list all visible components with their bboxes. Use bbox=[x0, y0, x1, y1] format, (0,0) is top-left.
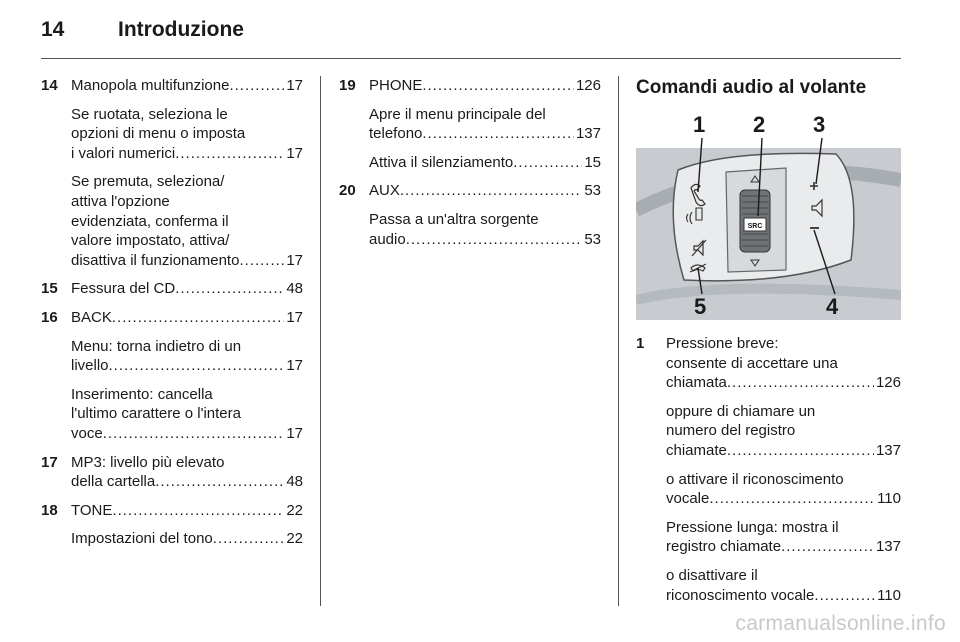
leader-text: AUX bbox=[369, 182, 400, 200]
entry-paragraph bbox=[71, 529, 303, 549]
section-title: Comandi audio al volante bbox=[636, 77, 867, 98]
leader-line bbox=[369, 153, 601, 173]
dot-leader bbox=[709, 489, 875, 509]
leader-line bbox=[71, 424, 303, 444]
leader-line bbox=[666, 489, 901, 509]
callout-label-3: 3 bbox=[813, 112, 826, 137]
page-reference[interactable]: 53 bbox=[584, 230, 601, 248]
entry-paragraph bbox=[71, 172, 303, 270]
dot-leader bbox=[229, 76, 284, 96]
text-line: valore impostato, attiva/ bbox=[71, 232, 230, 250]
entry-number: 17 bbox=[41, 453, 58, 471]
index-entry bbox=[41, 279, 303, 299]
callout-label-4: 4 bbox=[826, 294, 839, 319]
leader-line bbox=[71, 308, 303, 328]
entry-paragraph bbox=[369, 153, 601, 173]
callout-label-1: 1 bbox=[693, 112, 706, 137]
leader-text: della cartella bbox=[71, 473, 156, 491]
leader-line bbox=[369, 124, 601, 144]
leader-line bbox=[71, 501, 303, 521]
leader-text: i valori numerici bbox=[71, 144, 176, 162]
index-entry bbox=[41, 501, 303, 549]
entry-number: 16 bbox=[41, 308, 58, 326]
text-line: Se ruotata, seleziona le bbox=[71, 105, 228, 123]
text-line: o disattivare il bbox=[666, 566, 758, 584]
entry-paragraph bbox=[71, 279, 303, 299]
entry-number: 14 bbox=[41, 77, 58, 94]
dot-leader bbox=[727, 373, 874, 393]
page-reference[interactable]: 137 bbox=[575, 125, 601, 143]
entry-paragraph bbox=[369, 210, 601, 249]
entry-body bbox=[71, 501, 303, 549]
leader-text: chiamata bbox=[666, 374, 727, 392]
index-entry bbox=[636, 334, 901, 605]
leader-text: voce bbox=[71, 424, 103, 442]
leader-line bbox=[666, 373, 901, 393]
dot-leader bbox=[422, 124, 574, 144]
column-divider-1 bbox=[320, 76, 321, 606]
text-line: Pressione lunga: mostra il bbox=[666, 518, 839, 536]
entry-body bbox=[71, 308, 303, 444]
text-line: l'ultimo carattere o l'intera bbox=[71, 405, 241, 423]
callout-label-2: 2 bbox=[753, 112, 766, 137]
leader-text: TONE bbox=[71, 501, 113, 519]
dot-leader bbox=[400, 181, 582, 201]
dot-leader bbox=[213, 529, 285, 549]
entry-body bbox=[369, 76, 601, 172]
steering-wheel-illustration bbox=[636, 110, 901, 320]
column-right bbox=[636, 76, 901, 614]
text-line: Passa a un'altra sorgente bbox=[369, 210, 539, 228]
leader-text: PHONE bbox=[369, 77, 423, 94]
leader-text: registro chiamate bbox=[666, 538, 782, 556]
leader-line bbox=[369, 230, 601, 250]
column-left bbox=[41, 76, 303, 558]
page-reference[interactable]: 17 bbox=[286, 77, 303, 94]
leader-text: BACK bbox=[71, 308, 112, 326]
text-line: Se premuta, seleziona/ bbox=[71, 173, 225, 191]
page-reference[interactable]: 17 bbox=[286, 424, 303, 442]
page-reference[interactable]: 53 bbox=[584, 182, 601, 200]
index-entry bbox=[41, 76, 303, 270]
leader-line bbox=[71, 356, 303, 376]
text-line: MP3: livello più elevato bbox=[71, 453, 225, 471]
dot-leader bbox=[175, 144, 284, 164]
page-reference[interactable]: 22 bbox=[286, 501, 303, 519]
text-line: Pressione breve: bbox=[666, 335, 779, 352]
entry-body bbox=[71, 76, 303, 270]
leader-line bbox=[369, 181, 601, 201]
leader-line bbox=[666, 586, 901, 606]
entry-paragraph bbox=[666, 470, 901, 509]
page-reference[interactable]: 17 bbox=[286, 357, 303, 375]
column-middle bbox=[339, 76, 601, 258]
entry-number: 18 bbox=[41, 501, 58, 519]
index-entry bbox=[41, 453, 303, 492]
text-line: o attivare il riconoscimento bbox=[666, 470, 844, 488]
leader-text: Attiva il silenziamento bbox=[369, 153, 514, 171]
entry-paragraph bbox=[666, 566, 901, 605]
dot-leader bbox=[727, 441, 874, 461]
leader-line bbox=[369, 76, 601, 96]
page-reference[interactable]: 22 bbox=[286, 530, 303, 548]
page-reference[interactable]: 110 bbox=[877, 490, 901, 508]
leader-text: Manopola multifunzione bbox=[71, 77, 230, 94]
dot-leader bbox=[781, 537, 874, 557]
dot-leader bbox=[155, 472, 284, 492]
dot-leader bbox=[175, 279, 284, 299]
text-line: consente di accettare una bbox=[666, 354, 838, 372]
leader-line bbox=[71, 251, 303, 271]
text-line: evidenziata, conferma il bbox=[71, 212, 229, 230]
page-reference[interactable]: 110 bbox=[877, 586, 901, 604]
leader-line bbox=[71, 144, 303, 164]
leader-line bbox=[71, 76, 303, 96]
entry-paragraph bbox=[71, 453, 303, 492]
steering-wheel-controls-figure bbox=[636, 110, 901, 320]
dot-leader bbox=[814, 586, 875, 606]
dot-leader bbox=[112, 308, 284, 328]
entry-number: 19 bbox=[339, 77, 356, 94]
entry-number: 20 bbox=[339, 182, 356, 200]
src-label: SRC bbox=[747, 223, 763, 230]
leader-text: vocale bbox=[666, 490, 710, 508]
index-entry bbox=[339, 181, 601, 249]
dot-leader bbox=[422, 76, 574, 96]
entry-paragraph bbox=[369, 105, 601, 144]
leader-text: riconoscimento vocale bbox=[666, 586, 815, 604]
page-reference[interactable]: 17 bbox=[286, 251, 303, 269]
leader-text: audio bbox=[369, 230, 406, 248]
entry-body bbox=[71, 279, 303, 299]
text-line: opzioni di menu o imposta bbox=[71, 125, 246, 143]
leader-text: chiamate bbox=[666, 441, 727, 459]
page-reference[interactable]: 126 bbox=[875, 374, 901, 392]
index-entry bbox=[339, 76, 601, 172]
leader-line bbox=[666, 537, 901, 557]
page-reference[interactable]: 48 bbox=[286, 280, 303, 298]
leader-text: disattiva il funzionamento bbox=[71, 251, 240, 269]
dot-leader bbox=[103, 424, 285, 444]
column-divider-2 bbox=[618, 76, 619, 606]
entry-paragraph bbox=[71, 337, 303, 376]
entry-paragraph bbox=[666, 518, 901, 557]
dot-leader bbox=[513, 153, 582, 173]
text-line: Apre il menu principale del bbox=[369, 105, 546, 123]
entry-paragraph bbox=[369, 76, 601, 96]
leader-line bbox=[71, 529, 303, 549]
page-reference[interactable]: 137 bbox=[875, 538, 901, 556]
leader-line bbox=[71, 279, 303, 299]
entry-paragraph bbox=[71, 308, 303, 328]
entry-body bbox=[369, 181, 601, 249]
text-line: attiva l'opzione bbox=[71, 192, 170, 210]
page-reference[interactable]: 126 bbox=[575, 77, 601, 94]
dot-leader bbox=[406, 230, 583, 250]
page-reference[interactable]: 17 bbox=[286, 144, 303, 162]
entry-body bbox=[71, 453, 303, 492]
wheel-controls-list bbox=[636, 334, 901, 605]
leader-text: Impostazioni del tono bbox=[71, 530, 213, 548]
page-reference[interactable]: 137 bbox=[875, 441, 901, 459]
entry-number: 1 bbox=[636, 335, 645, 352]
leader-text: livello bbox=[71, 357, 109, 375]
page-number: 14 bbox=[41, 18, 65, 41]
entry-body bbox=[666, 334, 901, 605]
watermark: carmanualsonline.info bbox=[735, 612, 946, 635]
entry-paragraph bbox=[71, 105, 303, 164]
index-entry bbox=[41, 308, 303, 444]
callout-label-5: 5 bbox=[694, 294, 707, 319]
text-line: Menu: torna indietro di un bbox=[71, 337, 242, 355]
dot-leader bbox=[109, 356, 285, 376]
entry-paragraph bbox=[666, 402, 901, 461]
dot-leader bbox=[112, 501, 284, 521]
entry-paragraph bbox=[71, 76, 303, 96]
leader-line bbox=[666, 441, 901, 461]
page-title: Introduzione bbox=[118, 18, 244, 41]
text-line: oppure di chiamare un bbox=[666, 402, 816, 420]
page-reference[interactable]: 17 bbox=[286, 308, 303, 326]
leader-line bbox=[71, 472, 303, 492]
entry-paragraph bbox=[369, 181, 601, 201]
text-line: numero del registro bbox=[666, 422, 796, 440]
entry-number: 15 bbox=[41, 280, 58, 298]
leader-text: telefono bbox=[369, 125, 423, 143]
entry-paragraph bbox=[71, 501, 303, 521]
dot-leader bbox=[239, 251, 284, 271]
page-reference[interactable]: 48 bbox=[286, 473, 303, 491]
entry-paragraph bbox=[71, 385, 303, 444]
header-rule bbox=[41, 58, 901, 59]
text-line: Inserimento: cancella bbox=[71, 385, 213, 403]
page-reference[interactable]: 15 bbox=[584, 153, 601, 171]
entry-paragraph bbox=[666, 334, 901, 393]
leader-text: Fessura del CD bbox=[71, 280, 176, 298]
